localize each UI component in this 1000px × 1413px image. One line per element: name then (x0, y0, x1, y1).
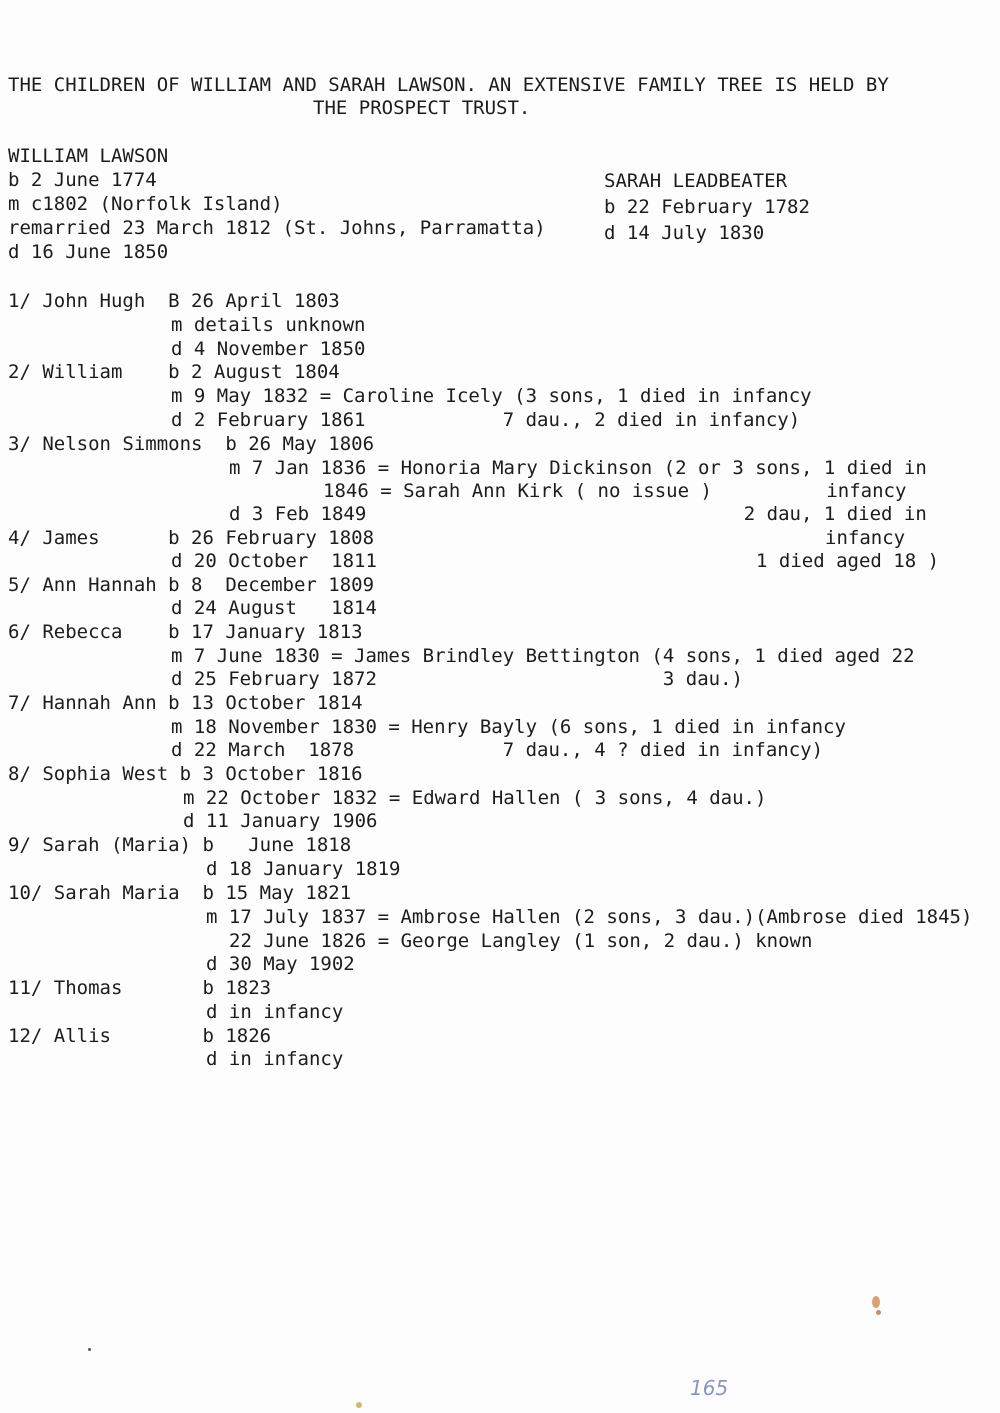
paper-stain (872, 1296, 880, 1308)
child-10-line-3: 22 June 1826 = George Langley (1 son, 2 dau.) known (229, 930, 813, 952)
child-9-line-2: d 18 January 1819 (206, 858, 401, 880)
header-line-2: THE PROSPECT TRUST. (313, 97, 531, 119)
child-3-line-5: infancy (825, 527, 906, 549)
child-4-line-1: 4/ James b 26 February 1808 (8, 527, 375, 549)
child-5-line-2: d 24 August 1814 (171, 597, 377, 619)
child-8-line-2: m 22 October 1832 = Edward Hallen ( 3 sons, 4 dau.) (183, 787, 767, 809)
mother-died: d 14 July 1830 (604, 222, 765, 244)
child-6-line-3: d 25 February 1872 3 dau.) (171, 668, 743, 690)
child-6-line-1: 6/ Rebecca b 17 January 1813 (8, 621, 363, 643)
child-10-line-1: 10/ Sarah Maria b 15 May 1821 (8, 882, 352, 904)
child-8-line-3: d 11 January 1906 (183, 810, 378, 832)
father-married: m c1802 (Norfolk Island) (8, 193, 283, 215)
child-1-line-2: m details unknown (171, 314, 366, 336)
father-name: WILLIAM LAWSON (8, 145, 169, 167)
child-2-line-1: 2/ William b 2 August 1804 (8, 361, 340, 383)
child-3-line-3: 1846 = Sarah Ann Kirk ( no issue ) infancy (323, 480, 907, 502)
child-10-line-4: d 30 May 1902 (206, 953, 355, 975)
child-6-line-2: m 7 June 1830 = James Brindley Bettington (4 sons, 1 died aged 22 (171, 645, 915, 667)
child-7-line-2: m 18 November 1830 = Henry Bayly (6 sons, 1 died in infancy (171, 716, 846, 738)
mother-name: SARAH LEADBEATER (604, 170, 788, 192)
child-11-line-1: 11/ Thomas b 1823 (8, 977, 272, 999)
child-1-line-3: d 4 November 1850 (171, 338, 366, 360)
paper-stain (356, 1402, 362, 1408)
child-7-line-1: 7/ Hannah Ann b 13 October 1814 (8, 692, 363, 714)
child-1-line-1: 1/ John Hugh B 26 April 1803 (8, 290, 340, 312)
child-2-line-3: d 2 February 1861 7 dau., 2 died in infancy) (171, 409, 801, 431)
mother-born: b 22 February 1782 (604, 196, 810, 218)
child-3-line-6: 1 died aged 18 ) (756, 550, 940, 572)
paper-speck (88, 1348, 91, 1351)
child-3-line-1: 3/ Nelson Simmons b 26 May 1806 (8, 433, 375, 455)
child-11-line-2: d in infancy (206, 1001, 344, 1023)
father-died: d 16 June 1850 (8, 241, 169, 263)
page-number: 165 (690, 1376, 729, 1400)
child-4-line-2: d 20 October 1811 (171, 550, 377, 572)
father-remarried: remarried 23 March 1812 (St. Johns, Parramatta) (8, 217, 546, 239)
child-3-line-2: m 7 Jan 1836 = Honoria Mary Dickinson (2 or 3 sons, 1 died in (229, 457, 927, 479)
child-2-line-2: m 9 May 1832 = Caroline Icely (3 sons, 1 died in infancy (171, 385, 812, 407)
child-10-line-2: m 17 July 1837 = Ambrose Hallen (2 sons, 3 dau.)(Ambrose died 1845) (206, 906, 973, 928)
child-9-line-1: 9/ Sarah (Maria) b June 1818 (8, 834, 352, 856)
child-12-line-2: d in infancy (206, 1048, 344, 1070)
child-8-line-1: 8/ Sophia West b 3 October 1816 (8, 763, 363, 785)
child-3-line-4: d 3 Feb 1849 2 dau, 1 died in (229, 503, 927, 525)
child-12-line-1: 12/ Allis b 1826 (8, 1025, 272, 1047)
child-7-line-3: d 22 March 1878 7 dau., 4 ? died in infancy) (171, 739, 824, 761)
child-5-line-1: 5/ Ann Hannah b 8 December 1809 (8, 574, 375, 596)
paper-stain (876, 1310, 881, 1315)
father-born: b 2 June 1774 (8, 169, 157, 191)
header-line-1: THE CHILDREN OF WILLIAM AND SARAH LAWSON. AN EXTENSIVE FAMILY TREE IS HELD BY (8, 74, 889, 96)
